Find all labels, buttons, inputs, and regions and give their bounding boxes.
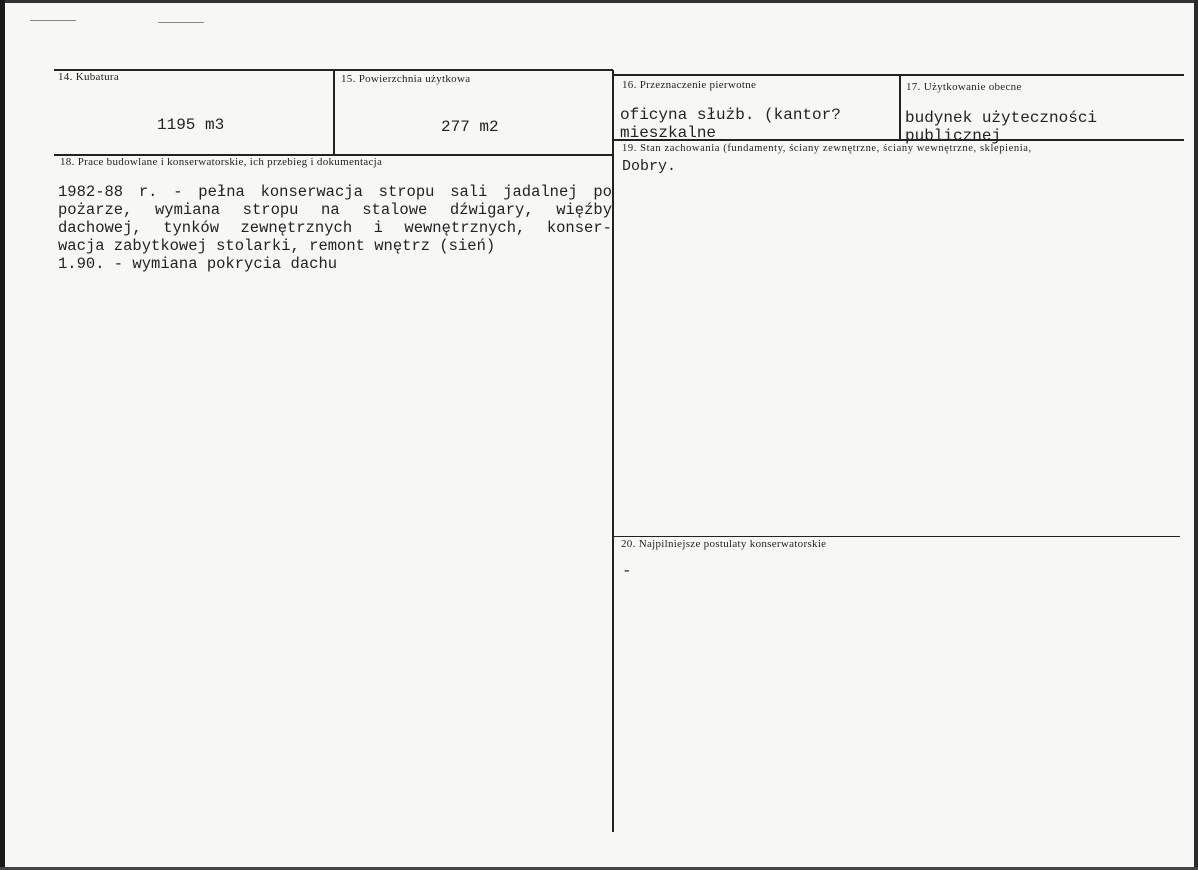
field-18-line bbox=[58, 219, 612, 237]
divider-center bbox=[612, 70, 614, 832]
field-17-value-line2: publicznej bbox=[905, 127, 1002, 145]
field-20-value: - bbox=[622, 562, 632, 580]
field-18-word: pełna bbox=[198, 183, 245, 201]
field-18-word: i bbox=[373, 219, 383, 237]
field-20-label: 20. Najpilniejsze postulaty konserwatorskie bbox=[621, 538, 827, 550]
field-18-word: dachowej, bbox=[58, 219, 142, 237]
field-18-word: 1982-88 bbox=[58, 183, 124, 201]
field-18-word: jadalnej bbox=[503, 183, 578, 201]
field-18-label: 18. Prace budowlane i konserwatorskie, ich przebieg i dokumentacja bbox=[60, 156, 383, 168]
field-16-value-line1: oficyna służb. (kantor? bbox=[620, 106, 841, 124]
field-18-word: tynków bbox=[163, 219, 220, 237]
field-18-word: - bbox=[173, 183, 183, 201]
field-18-word: więźby bbox=[556, 201, 612, 219]
field-16-label: 16. Przeznaczenie pierwotne bbox=[622, 79, 757, 91]
divider-16-17 bbox=[899, 74, 901, 140]
scan-mark bbox=[30, 20, 76, 21]
field-18-word: konser- bbox=[546, 219, 612, 237]
divider-14-15 bbox=[333, 69, 335, 155]
field-18-word: stropu bbox=[378, 183, 435, 201]
card-frame-right bbox=[1194, 0, 1198, 870]
field-18-line bbox=[58, 201, 612, 219]
field-18-word: wewnętrznych, bbox=[404, 219, 526, 237]
field-18-word: konserwacja bbox=[260, 183, 363, 201]
field-18-word: na bbox=[321, 201, 340, 219]
field-18-word: sali bbox=[450, 183, 488, 201]
rule-section-20 bbox=[614, 536, 1180, 537]
scan-mark bbox=[158, 22, 204, 23]
field-18-line bbox=[58, 183, 612, 201]
card-frame-left bbox=[0, 0, 5, 870]
field-18-word: stropu bbox=[242, 201, 299, 219]
card-frame-top bbox=[0, 0, 1198, 3]
field-18-line: wacja zabytkowej stolarki, remont wnętrz (sień) bbox=[58, 237, 496, 255]
field-14-label: 14. Kubatura bbox=[58, 71, 120, 83]
field-18-line: 1.90. - wymiana pokrycia dachu bbox=[58, 255, 338, 273]
field-18-word: po bbox=[593, 183, 612, 201]
field-18-word: wymiana bbox=[154, 201, 221, 219]
field-15-value: 277 m2 bbox=[441, 118, 499, 136]
field-18-word: dźwigary, bbox=[449, 201, 534, 219]
field-16-value-line2: mieszkalne bbox=[620, 124, 717, 142]
field-18-word: pożarze, bbox=[58, 201, 133, 219]
field-19-value: Dobry. bbox=[622, 158, 677, 175]
field-18-word: r. bbox=[138, 183, 158, 201]
field-18-text bbox=[58, 183, 612, 273]
field-19-label: 19. Stan zachowania (fundamenty, ściany zewnętrzne, ściany wewnętrzne, sklepienia, bbox=[622, 143, 1032, 154]
field-14-value: 1195 m3 bbox=[157, 116, 225, 134]
field-18-word: zewnętrznych bbox=[240, 219, 353, 237]
field-17-label: 17. Użytkowanie obecne bbox=[906, 81, 1022, 93]
field-15-label: 15. Powierzchnia użytkowa bbox=[341, 73, 471, 85]
field-18-word: stalowe bbox=[362, 201, 428, 219]
field-17-value-line1: budynek użyteczności bbox=[905, 109, 1098, 127]
